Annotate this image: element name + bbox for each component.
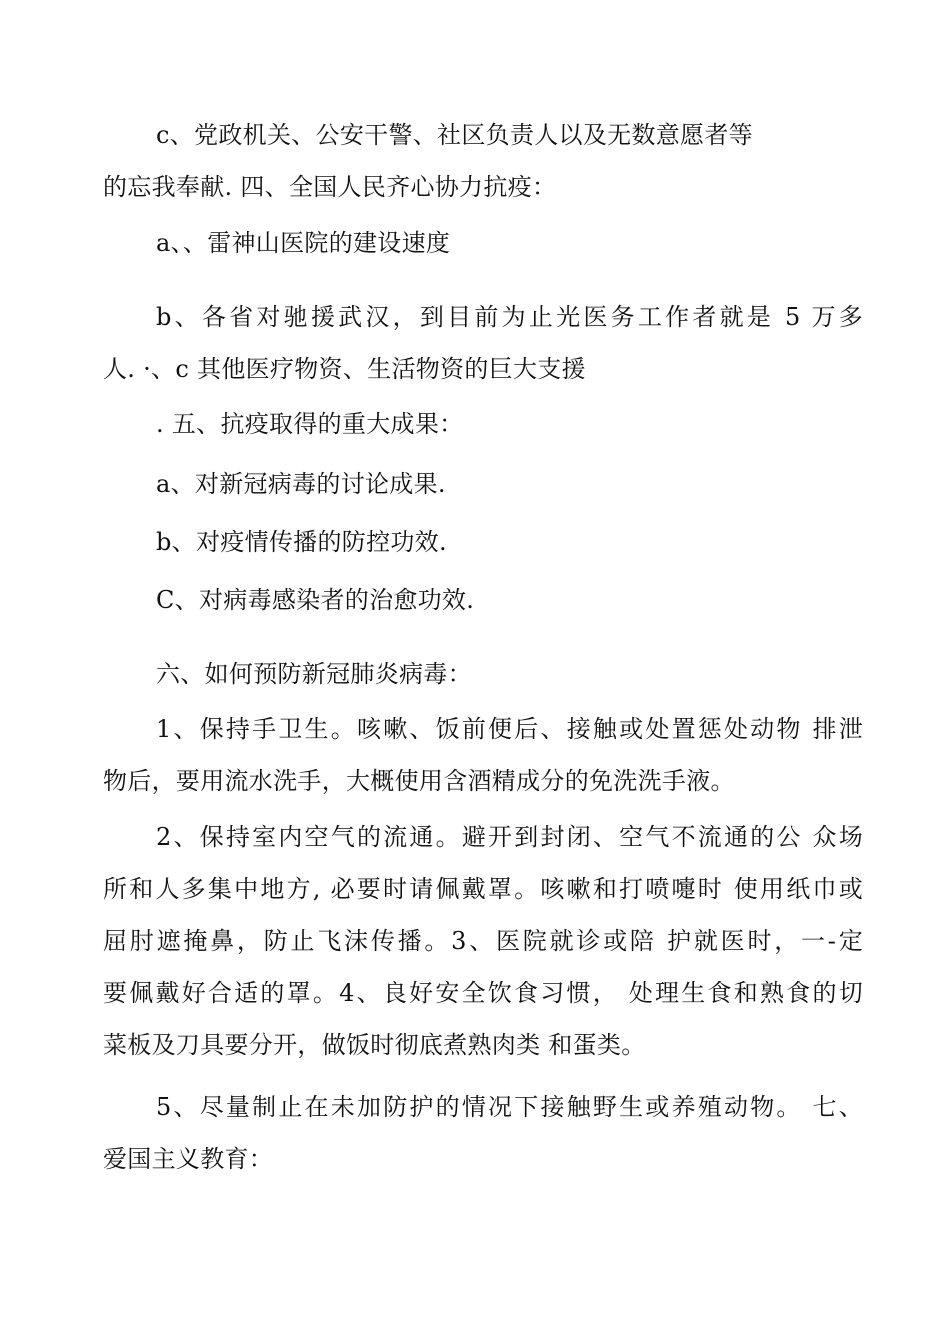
text-line: b、对疫情传播的防控功效. [156, 528, 447, 556]
text-line: 六、如何预防新冠肺炎病毒： [156, 660, 472, 688]
text-line: 人. ·、c 其他医疗物资、生活物资的巨大支援 [103, 355, 586, 383]
paragraph-b-support [103, 291, 863, 395]
text-line: 所和人多集中地方, 必要时请佩戴罩。咳嗽和打喷嚏时 使用纸巾或 [103, 875, 863, 903]
paragraph-result-a [103, 458, 863, 510]
text-line: 的忘我奉献. 四、全国人民齐心协力抗疫： [103, 173, 557, 201]
text-line: . 五、抗疫取得的重大成果： [156, 410, 464, 438]
paragraph-result-c [103, 574, 863, 626]
text-line: C、对病毒感染者的治愈功效. [156, 586, 475, 614]
text-line: 菜板及刀具要分开，做饭时彻底煮熟肉类 和蛋类。 [103, 1031, 646, 1059]
text-line: 要佩戴好合适的罩。4、良好安全饮食习惯， 处理生食和熟食的切 [103, 979, 863, 1007]
paragraph-section-six [103, 648, 863, 700]
text-line: 屈肘遮掩鼻，防止飞沫传播。3、医院就诊或陪 护就医时，一-定 [103, 927, 863, 955]
paragraph-c-dedication [103, 109, 863, 213]
text-line: a、对新冠病毒的讨论成果. [156, 470, 446, 498]
text-line: 爱国主义教育： [103, 1145, 274, 1173]
text-line: 5、尽量制止在未加防护的情况下接触野生或养殖动物。 七、 [156, 1093, 863, 1121]
text-line: 物后，要用流水洗手，大概使用含酒精成分的免洗洗手液。 [103, 767, 735, 795]
text-line: 1、保持手卫生。咳嗽、饭前便后、接触或处置惩处动物 排泄 [156, 715, 863, 743]
paragraph-tip-five [103, 1081, 863, 1185]
text-line: a、、雷神山医院的建设速度 [156, 229, 451, 257]
paragraph-result-b [103, 516, 863, 568]
paragraph-tip-two [103, 811, 863, 1071]
paragraph-section-five [103, 398, 863, 450]
text-line: 2、保持室内空气的流通。避开到封闭、空气不流通的公 众场 [156, 823, 863, 851]
paragraph-a-hospital [103, 217, 863, 269]
text-line: b、各省对驰援武汉，到目前为止光医务工作者就是 5 万多 [156, 303, 863, 331]
paragraph-tip-one [103, 703, 863, 807]
text-line: c、党政机关、公安干警、社区负责人以及无数意愿者等 [156, 121, 753, 149]
